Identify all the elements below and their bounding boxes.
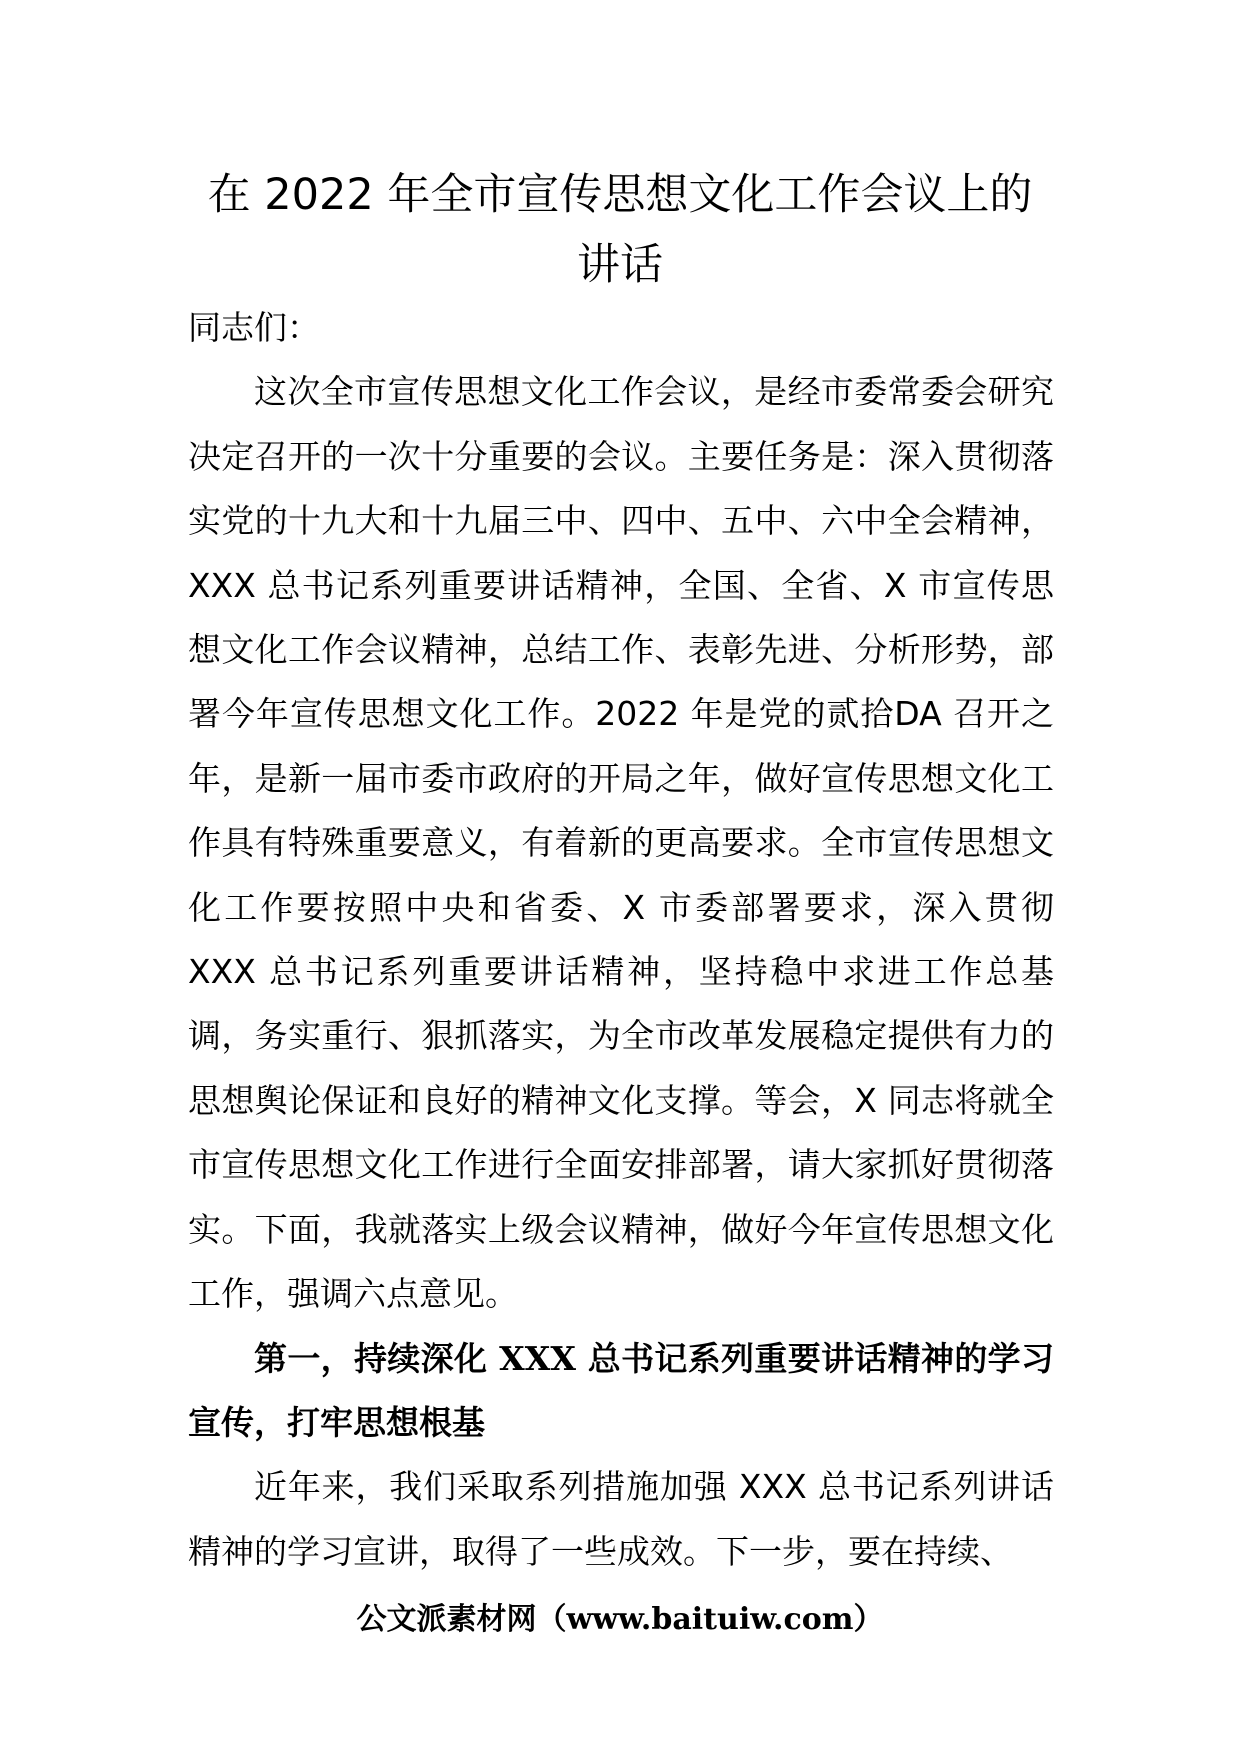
- document-title: [150, 160, 1090, 300]
- title-line-1: 在 2022 年全市宣传思想文化工作会议上的: [207, 170, 1033, 220]
- title-line-2: 讲话: [577, 240, 663, 290]
- document-body: [188, 296, 1054, 1584]
- salutation: 同志们：: [188, 308, 320, 347]
- footer-watermark: 公文派素材网（www.baituiw.com）: [356, 1602, 884, 1637]
- paragraph-section-1: 近年来，我们采取系列措施加强 XXX 总书记系列讲话精神的学习宣讲，取得了一些成效。下一步，要在持续、: [188, 1467, 1054, 1571]
- paragraph-intro: 这次全市宣传思想文化工作会议，是经市委常委会研究决定召开的一次十分重要的会议。主要任务是：深入贯彻落实党的十九大和十九届三中、四中、五中、六中全会精神，XXX 总书记系列重要讲话精神，全国、全省、X 市宣传思想文化工作会议精神，总结工作、表彰先进、分析形势，部署今年宣传思想文化工作。2022 年是党的贰拾DA 召开之年，是新一届市委市政府的开局之年，做好宣传思想文化工作具有特殊重要意义，有着新的更高要求。全市宣传思想文化工作要按照中央和省委、X 市委部署要求，深入贯彻 XXX 总书记系列重要讲话精神，坚持稳中求进工作总基调，务实重行、狠抓落实，为全市改革发展稳定提供有力的思想舆论保证和良好的精神文化支撑。等会，X 同志将就全市宣传思想文化工作进行全面安排部署，请大家抓好贯彻落实。下面，我就落实上级会议精神，做好今年宣传思想文化工作，强调六点意见。: [188, 372, 1054, 1314]
- section-heading-1: 第一，持续深化 XXX 总书记系列重要讲话精神的学习宣传，打牢思想根基: [188, 1338, 1054, 1442]
